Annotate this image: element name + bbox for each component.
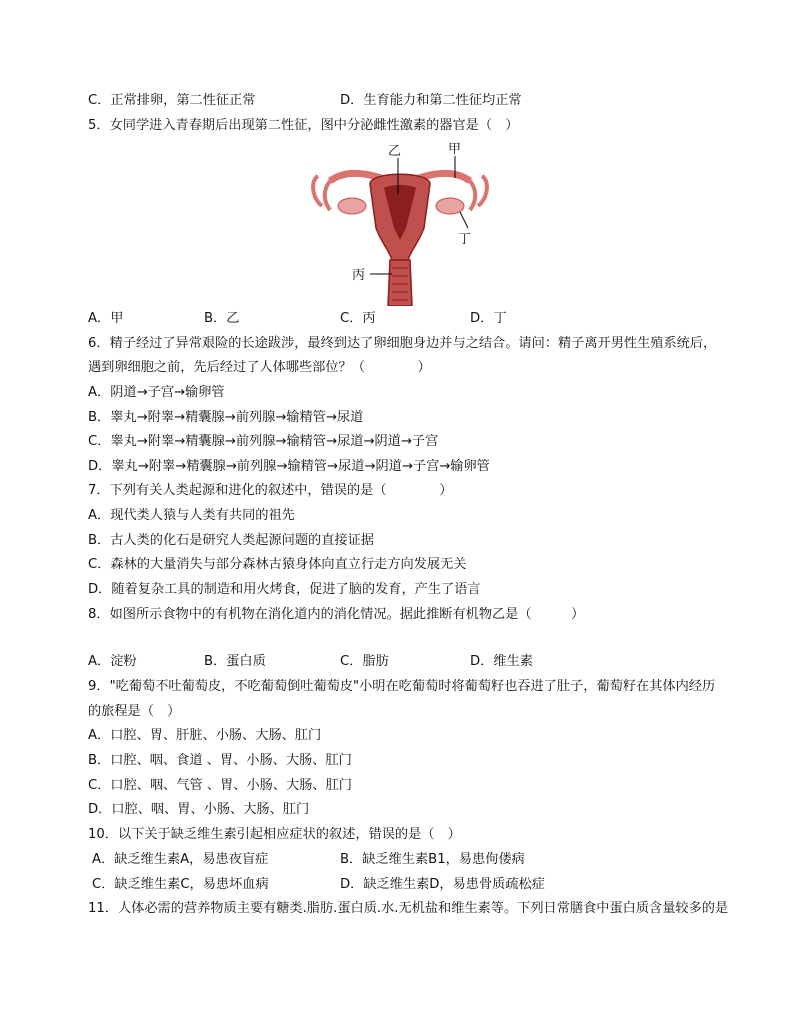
q8-stem: 8．如图所示食物中的有机物在消化道内的消化情况。据此推断有机物乙是（ ） xyxy=(88,607,585,622)
q5-option-a: A．甲 xyxy=(88,311,124,326)
label-bing: 丙 xyxy=(352,268,366,283)
q5-option-b: B．乙 xyxy=(204,311,240,326)
q4-option-c: C．正常排卵，第二性征正常 xyxy=(88,93,256,108)
q8-option-a: A．淀粉 xyxy=(88,654,137,669)
q10-option-a: A．缺乏维生素A，易患夜盲症 xyxy=(92,852,269,867)
q9-option-a: A．口腔、胃、肝脏、小肠、大肠、肛门 xyxy=(88,728,322,743)
q4-option-d: D．生育能力和第二性征均正常 xyxy=(340,93,522,108)
q6-option-b: B．睾丸→附睾→精囊腺→前列腺→输精管→尿道 xyxy=(88,410,364,425)
q7-option-b: B．古人类的化石是研究人类起源问题的直接证据 xyxy=(88,533,374,548)
q6-stem-line2: 遇到卵细胞之前，先后经过了人体哪些部位？（ ） xyxy=(88,360,431,375)
q8-option-c: C．脂肪 xyxy=(340,654,389,669)
q7-option-a: A．现代类人猿与人类有共同的祖先 xyxy=(88,508,295,523)
q10-stem: 10．以下关于缺乏维生素引起相应症状的叙述，错误的是（ ） xyxy=(88,827,461,842)
q9-option-c: C．口腔、咽、气管 、胃、小肠、大肠、肛门 xyxy=(88,778,352,793)
female-reproductive-diagram xyxy=(300,136,500,306)
q6-option-d: D．睾丸→附睾→精囊腺→前列腺→输精管→尿道→阴道→子宫→输卵管 xyxy=(88,459,490,474)
q9-option-b: B．口腔、咽、食道 、胃、小肠、大肠、肛门 xyxy=(88,753,352,768)
vagina xyxy=(388,260,412,306)
q7-stem: 7．下列有关人类起源和进化的叙述中，错误的是（ ） xyxy=(88,483,453,498)
q10-option-d: D．缺乏维生素D，易患骨质疏松症 xyxy=(340,877,545,892)
q5-stem: 5．女同学进入青春期后出现第二性征，图中分泌雌性激素的器官是（ ） xyxy=(88,118,519,133)
label-jia: 甲 xyxy=(448,142,462,157)
q9-stem-line1: 9．"吃葡萄不吐葡萄皮，不吃葡萄倒吐葡萄皮"小明在吃葡萄时将葡萄籽也吞进了肚子，葡萄籽在其体内经历 xyxy=(88,679,716,694)
q10-option-c: C．缺乏维生素C，易患坏血病 xyxy=(92,877,269,892)
q9-stem-line2: 的旅程是（ ） xyxy=(88,704,181,719)
q9-option-d: D．口腔、咽、胃、小肠、大肠、肛门 xyxy=(88,802,310,817)
q7-option-d: D．随着复杂工具的制造和用火烤食，促进了脑的发育，产生了语言 xyxy=(88,582,481,597)
q6-option-a: A．阴道→子宫→输卵管 xyxy=(88,385,225,400)
q6-stem-line1: 6．精子经过了异常艰险的长途跋涉，最终到达了卵细胞身边并与之结合。请问：精子离开男性生殖系统后， xyxy=(88,336,717,351)
q7-option-c: C．森林的大量消失与部分森林古猿身体向直立行走方向发展无关 xyxy=(88,557,467,572)
q8-option-d: D．维生素 xyxy=(470,654,533,669)
label-ding: 丁 xyxy=(458,232,472,247)
q6-option-c: C．睾丸→附睾→精囊腺→前列腺→输精管→尿道→阴道→子宫 xyxy=(88,434,439,449)
right-fimbriae xyxy=(470,176,487,210)
label-yi: 乙 xyxy=(388,144,402,159)
q11-stem: 11．人体必需的营养物质主要有糖类.脂肪.蛋白质.水.无机盐和维生素等。下列日常膳食中蛋白质含量较多的是 xyxy=(88,901,729,916)
q10-option-b: B．缺乏维生素B1，易患佝偻病 xyxy=(340,852,525,867)
left-ovary xyxy=(338,198,366,214)
right-ovary xyxy=(436,198,464,214)
uterus-illustration xyxy=(300,136,500,306)
q5-option-d: D．丁 xyxy=(470,311,507,326)
q8-option-b: B．蛋白质 xyxy=(204,654,266,669)
left-fimbriae xyxy=(313,176,330,210)
label-line-ding xyxy=(460,212,468,228)
q5-option-c: C．丙 xyxy=(340,311,376,326)
